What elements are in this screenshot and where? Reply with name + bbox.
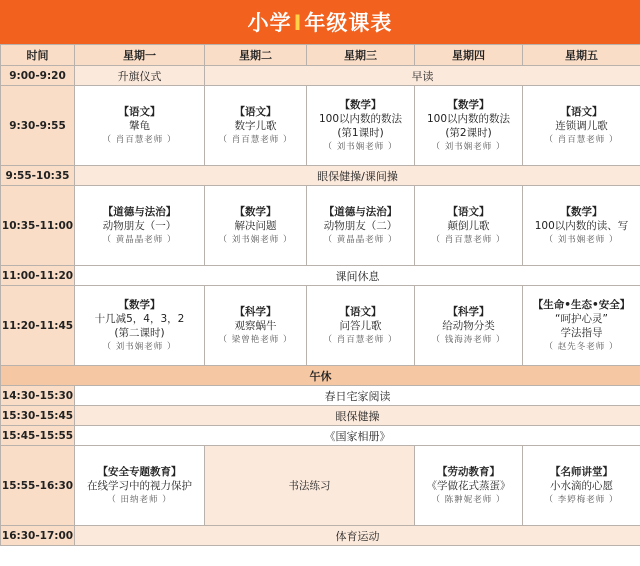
time-cell: 9:00-9:20 [1, 66, 75, 86]
table-row [1, 426, 640, 446]
header-time: 时间 [1, 45, 75, 66]
break-cell: 课间休息 [75, 266, 640, 286]
lesson-cell: 【语文】 数字儿歌 （ 肖百慧老师 ） [205, 86, 307, 166]
lesson-cell: 【道德与法治】 动物朋友（二） （ 黄晶晶老师 ） [307, 186, 415, 266]
lesson-cell: 【数学】 解决问题 （ 刘书娴老师 ） [205, 186, 307, 266]
lesson-cell: 【语文】 连锁调儿歌 （ 肖百慧老师 ） [523, 86, 640, 166]
time-cell: 9:55-10:35 [1, 166, 75, 186]
break-cell: 眼保健操/课间操 [75, 166, 640, 186]
lesson-cell: 【科学】 给动物分类 （ 钱海涛老师 ） [415, 286, 523, 366]
table-row [1, 266, 640, 286]
lesson-cell: 【语文】 问答儿歌 （ 肖百慧老师 ） [307, 286, 415, 366]
header-mon: 星期一 [75, 45, 205, 66]
lesson-cell: 【劳动教育】 《学做花式蒸蛋》 （ 陈翀妮老师 ） [415, 446, 523, 526]
title-separator: I [293, 11, 303, 35]
lesson-cell: 【生命•生态•安全】 “呵护心灵” 学法指导 （ 赵先冬老师 ） [523, 286, 640, 366]
lesson-cell: 【语文】 鞶龟 （ 肖百慧老师 ） [75, 86, 205, 166]
lesson-cell: 【名师讲堂】 小水滴的心愿 （ 李婷梅老师 ） [523, 446, 640, 526]
header-wed: 星期三 [307, 45, 415, 66]
header-thu: 星期四 [415, 45, 523, 66]
table-row [1, 286, 640, 366]
morning-reading-cell: 早读 [205, 66, 640, 86]
lunch-cell: 午休 [1, 366, 640, 386]
time-cell: 9:30-9:55 [1, 86, 75, 166]
lesson-cell: 【道德与法治】 动物朋友（一） （ 黄晶晶老师 ） [75, 186, 205, 266]
header-row [1, 45, 640, 66]
lesson-cell: 【数学】 100以内数的数法 (第2课时) （ 刘书娴老师 ） [415, 86, 523, 166]
activity-cell: 体育运动 [75, 526, 640, 546]
time-cell: 15:30-15:45 [1, 406, 75, 426]
activity-cell: 春日宅家阅读 [75, 386, 640, 406]
lesson-cell: 【数学】 100以内数的读、写 （ 刘书娴老师 ） [523, 186, 640, 266]
time-cell: 16:30-17:00 [1, 526, 75, 546]
table-row [1, 86, 640, 166]
lesson-cell: 【科学】 观察蜗牛 （ 梁曾艳老师 ） [205, 286, 307, 366]
lesson-cell: 【语文】 颠倒儿歌 （ 肖百慧老师 ） [415, 186, 523, 266]
activity-cell: 眼保健操 [75, 406, 640, 426]
table-row [1, 446, 640, 526]
header-fri: 星期五 [523, 45, 640, 66]
title-main: 小学 [247, 11, 292, 35]
activity-cell: 《国家相册》 [75, 426, 640, 446]
timetable [0, 44, 640, 546]
table-row [1, 66, 640, 86]
table-row [1, 186, 640, 266]
time-cell: 10:35-11:00 [1, 186, 75, 266]
time-cell: 11:20-11:45 [1, 286, 75, 366]
header-tue: 星期二 [205, 45, 307, 66]
title-rest: 年级课表 [304, 11, 393, 35]
lunch-row [1, 366, 640, 386]
flag-ceremony-cell: 升旗仪式 [75, 66, 205, 86]
lesson-cell: 【安全专题教育】 在线学习中的视力保护 （ 田纳老师 ） [75, 446, 205, 526]
table-row [1, 166, 640, 186]
page-title [248, 7, 393, 37]
calligraphy-cell: 书法练习 [205, 446, 415, 526]
title-bar [0, 0, 640, 44]
table-row [1, 406, 640, 426]
time-cell: 15:45-15:55 [1, 426, 75, 446]
table-row [1, 386, 640, 406]
time-cell: 11:00-11:20 [1, 266, 75, 286]
lesson-cell: 【数学】 100以内数的数法 (第1课时) （ 刘书娴老师 ） [307, 86, 415, 166]
time-cell: 14:30-15:30 [1, 386, 75, 406]
lesson-cell: 【数学】 十几减5，4，3，2 (第二课时) （ 刘书娴老师 ） [75, 286, 205, 366]
time-cell: 15:55-16:30 [1, 446, 75, 526]
table-row [1, 526, 640, 546]
